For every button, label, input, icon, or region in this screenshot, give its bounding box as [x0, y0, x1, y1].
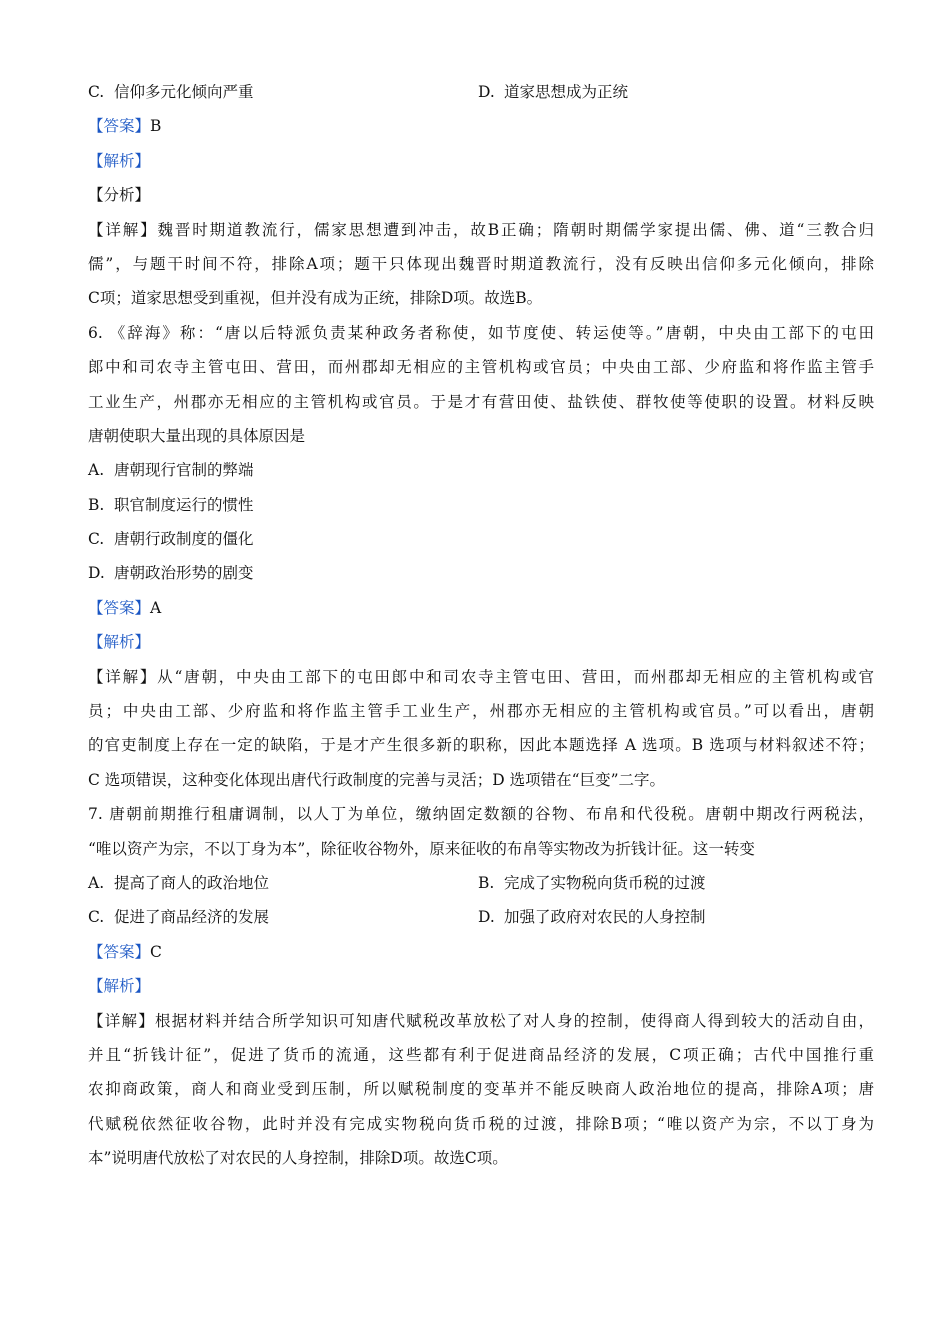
- detail-tag: 【详解】: [88, 667, 158, 686]
- jiexi-tag: 【解析】: [88, 633, 151, 652]
- q7-stem-line: 7. 唐朝前期推行租庸调制，以人丁为单位，缴纳固定数额的谷物、布帛和代役税。唐朝中期改行两税法，: [88, 805, 874, 824]
- q7-detail-line: 【详解】根据材料并结合所学知识可知唐代赋税改革放松了对人身的控制，使得商人得到较大的活动自由，: [88, 1011, 874, 1030]
- q6-option-d: D. 唐朝政治形势的剧变: [88, 564, 254, 583]
- q5-answer: 【答案】B: [88, 117, 162, 136]
- q6-stem-line: 6. 《辞海》称：“唐以后特派负责某种政务者称使，如节度使、转运使等。”唐朝，中央由工部下的屯田: [88, 323, 874, 342]
- q5-option-d: D. 道家思想成为正统: [478, 83, 629, 101]
- q7-detail-line: 代赋税依然征收谷物，此时并没有完成实物税向货币税的过渡，排除B项；“唯以资产为宗，不以丁身为: [88, 1114, 874, 1133]
- q7-detail-line: 本”说明唐代放松了对农民的人身控制，排除D项。故选C项。: [88, 1149, 508, 1168]
- q7-option-d: D. 加强了政府对农民的人身控制: [478, 908, 706, 927]
- answer-tag: 【答案】: [88, 598, 151, 617]
- q5-fenxi: [88, 181, 874, 215]
- q6-detail-line: C 选项错误，这种变化体现出唐代行政制度的完善与灵活；D 选项错在“巨变”二字。: [88, 770, 665, 789]
- detail-tag: 【详解】: [88, 220, 158, 239]
- q7-options-row: [88, 869, 874, 903]
- q6-detail-line: 的官吏制度上存在一定的缺陷，于是才产生很多新的职称，因此本题选择 A 选项。B 选项与材料叙述不符；: [88, 736, 874, 755]
- q6-answer: 【答案】A: [88, 598, 162, 617]
- q6-stem-line: 唐朝使职大量出现的具体原因是: [88, 426, 306, 445]
- jiexi-tag: 【解析】: [88, 151, 151, 170]
- q6-detail-line: 【详解】从“唐朝，中央由工部下的屯田郎中和司农寺主管屯田、营田，而州郡却无相应的主管机构或官: [88, 667, 874, 686]
- q5-detail-line: C项；道家思想受到重视，但并没有成为正统，排除D项。故选B。: [88, 289, 543, 308]
- document-page: [88, 78, 874, 1179]
- q5-jiexi: [88, 147, 874, 181]
- q7-answer: 【答案】C: [88, 942, 162, 961]
- q7-stem-line: “唯以资产为宗，不以丁身为本”，除征收谷物外，原来征收的布帛等实物改为折钱计征。这一转变: [88, 839, 755, 858]
- detail-tag: 【详解】: [88, 1011, 155, 1030]
- q7-detail-line: 并且“折钱计征”，促进了货币的流通，这些都有利于促进商品经济的发展，C项正确；古代中国推行重: [88, 1045, 874, 1064]
- q7-options-row: [88, 903, 874, 937]
- q6-option-c: C. 唐朝行政制度的僵化: [88, 530, 254, 549]
- q7-option-a: A. 提高了商人的政治地位: [88, 873, 270, 892]
- q6-option-b: B. 职官制度运行的惯性: [88, 495, 254, 514]
- q6-detail-line: 员；中央由工部、少府监和将作监主管手工业生产，州郡亦无相应的主管机构或官员。”可以看出，唐朝: [88, 702, 874, 721]
- fenxi-tag: 【分析】: [88, 186, 151, 205]
- q5-options-row: [88, 78, 874, 112]
- q7-jiexi: [88, 972, 874, 1006]
- q6-jiexi: [88, 628, 874, 662]
- q5-detail-line: 儒”，与题干时间不符，排除A项；题干只体现出魏晋时期道教流行，没有反映出信仰多元化倾向，排除: [88, 254, 874, 273]
- answer-tag: 【答案】: [88, 942, 151, 961]
- q6-stem-line: 郎中和司农寺主管屯田、营田，而州郡却无相应的主管机构或官员；中央由工部、少府监和将作监主管手: [88, 358, 874, 377]
- q7-option-c: C. 促进了商品经济的发展: [88, 908, 270, 927]
- q7-option-b: B. 完成了实物税向货币税的过渡: [478, 873, 706, 892]
- q7-detail-line: 农抑商政策，商人和商业受到压制，所以赋税制度的变革并不能反映商人政治地位的提高，排除A项；唐: [88, 1080, 874, 1099]
- jiexi-tag: 【解析】: [88, 977, 151, 996]
- q6-option-a: A. 唐朝现行官制的弊端: [88, 461, 254, 480]
- q6-stem-line: 工业生产，州郡亦无相应的主管机构或官员。于是才有营田使、盐铁使、群牧使等使职的设置。材料反映: [88, 392, 874, 411]
- q5-detail-line: 【详解】魏晋时期道教流行，儒家思想遭到冲击，故B正确；隋朝时期儒学家提出儒、佛、道“三教合归: [88, 220, 874, 239]
- q5-option-c: C. 信仰多元化倾向严重: [88, 83, 254, 101]
- answer-tag: 【答案】: [88, 117, 151, 136]
